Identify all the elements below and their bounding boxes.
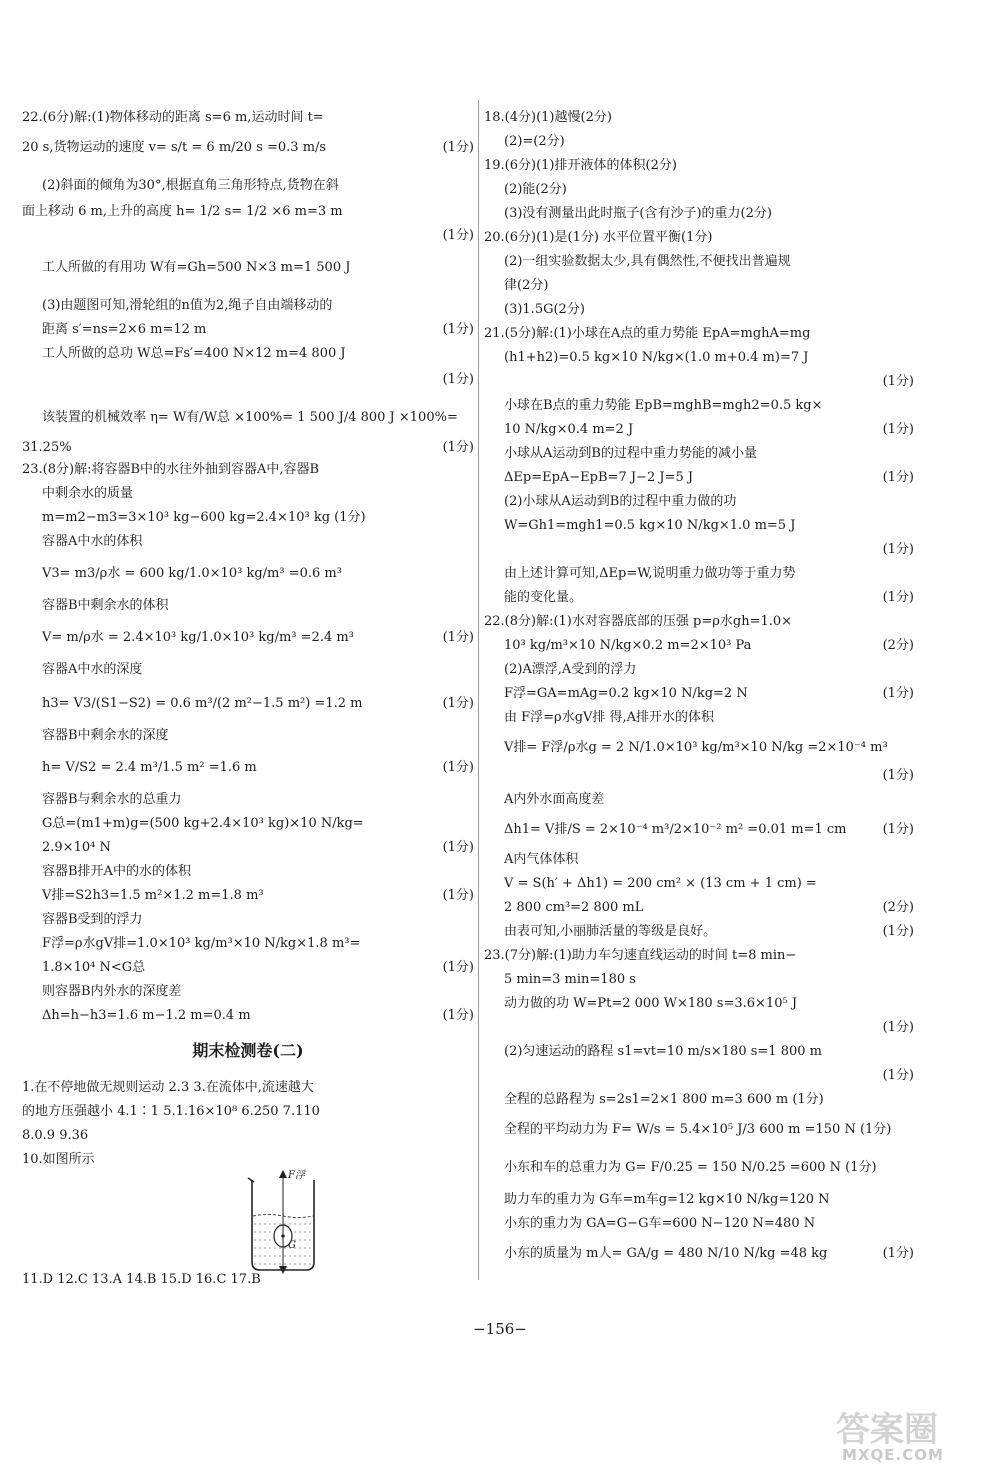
text-line bbox=[484, 158, 914, 174]
text-line bbox=[484, 822, 914, 838]
line-text: 11.D 12.C 13.A 14.B 15.D 16.C 17.B bbox=[22, 1272, 261, 1287]
score-mark: (1分) bbox=[882, 924, 914, 939]
section-title: 期末检测卷(二) bbox=[192, 1041, 304, 1060]
line-text: 19.(6分)(1)排开液体的体积(2分) bbox=[484, 158, 677, 173]
score-mark: (1分) bbox=[442, 960, 474, 975]
line-text: 由上述计算可知,ΔEp=W,说明重力做功等于重力势 bbox=[504, 566, 796, 581]
text-line bbox=[22, 1272, 474, 1288]
line-text: ΔEp=EpA−EpB=7 J−2 J=5 J bbox=[504, 470, 694, 485]
line-text: h3= V3/(S1−S2) = 0.6 m³/(2 m²−1.5 m²) =1.2 m bbox=[42, 696, 363, 711]
line-text: 10³ kg/m³×10 N/kg×0.2 m=2×10³ Pa bbox=[504, 638, 752, 653]
text-line bbox=[22, 298, 474, 314]
text-line bbox=[22, 462, 474, 478]
line-text: 10 N/kg×0.4 m=2 J bbox=[504, 422, 634, 437]
text-line bbox=[22, 984, 474, 1000]
text-line bbox=[22, 510, 474, 526]
text-line bbox=[484, 590, 914, 606]
text-line bbox=[484, 1160, 914, 1176]
text-line bbox=[484, 1122, 914, 1138]
line-text: 律(2分) bbox=[504, 278, 549, 293]
line-text: 工人所做的有用功 W有=Gh=500 N×3 m=1 500 J bbox=[42, 260, 351, 275]
line-text: V排=S2h3=1.5 m²×1.2 m=1.8 m³ bbox=[42, 888, 264, 903]
score-mark: (1分) bbox=[442, 888, 474, 903]
svg-text:答案圈: 答案圈 bbox=[836, 1410, 938, 1450]
score-mark: (1分) bbox=[442, 322, 474, 337]
line-text: V= m/ρ水 = 2.4×10³ kg/1.0×10³ kg/m³ =2.4 m³ bbox=[42, 630, 354, 645]
line-text: (3)由题图可知,滑轮组的n值为2,绳子自由端移动的 bbox=[42, 298, 333, 313]
diagram-label-buoyancy: F浮 bbox=[288, 1170, 305, 1181]
line-text: 22.(6分)解:(1)物体移动的距离 s=6 m,运动时间 t= bbox=[22, 110, 324, 125]
text-line bbox=[484, 518, 914, 534]
text-line bbox=[22, 816, 474, 832]
text-line bbox=[22, 346, 474, 362]
line-text: 助力车的重力为 G车=m车g=12 kg×10 N/kg=120 N bbox=[504, 1192, 830, 1207]
score-mark: (1分) bbox=[882, 1246, 914, 1261]
line-text: 小东的重力为 GA=G−G车=600 N−120 N=480 N bbox=[504, 1216, 816, 1231]
line-text: V排= F浮/ρ水g = 2 N/1.0×10³ kg/m³×10 N/kg =2×10⁻⁴ m³ bbox=[504, 740, 888, 755]
text-line bbox=[484, 230, 914, 246]
text-line bbox=[484, 924, 914, 940]
line-text: 全程的平均动力为 F= W/s = 5.4×10⁵ J/3 600 m =150 N (1分) bbox=[504, 1122, 892, 1137]
line-text: m=m2−m3=3×10³ kg−600 kg=2.4×10³ kg (1分) bbox=[42, 510, 366, 525]
line-text: 的地方压强越小 4.1∶1 5.1.16×10⁸ 6.250 7.110 bbox=[22, 1104, 320, 1119]
text-line bbox=[484, 900, 914, 916]
text-line bbox=[484, 996, 914, 1012]
text-line bbox=[22, 410, 474, 426]
score-mark: (1分) bbox=[442, 228, 474, 243]
line-text: 小东和车的总重力为 G= F/0.25 = 150 N/0.25 =600 N (1分) bbox=[504, 1160, 877, 1175]
line-text: 1.在不停地做无规则运动 2.3 3.在流体中,流速越大 bbox=[22, 1080, 314, 1095]
text-line bbox=[22, 1080, 474, 1096]
line-text: 23.(7分)解:(1)助力车匀速直线运动的时间 t=8 min− bbox=[484, 948, 797, 963]
line-text: 容器A中水的体积 bbox=[42, 534, 143, 549]
text-line bbox=[484, 110, 914, 126]
line-text: F浮=GA=mAg=0.2 kg×10 N/kg=2 N bbox=[504, 686, 748, 701]
text-line bbox=[484, 254, 914, 270]
line-text: 21.(5分)解:(1)小球在A点的重力势能 EpA=mghA=mg bbox=[484, 326, 811, 341]
text-line bbox=[22, 534, 474, 550]
text-line bbox=[22, 598, 474, 614]
line-text: 容器A中水的深度 bbox=[42, 662, 143, 677]
text-line bbox=[484, 206, 914, 222]
line-text: 23.(8分)解:将容器B中的水往外抽到容器A中,容器B bbox=[22, 462, 320, 477]
score-mark: (1分) bbox=[882, 470, 914, 485]
score-mark: (1分) bbox=[442, 696, 474, 711]
text-line bbox=[22, 204, 474, 220]
line-text: 小球在B点的重力势能 EpB=mghB=mgh2=0.5 kg× bbox=[504, 398, 823, 413]
score-mark: (1分) bbox=[442, 440, 474, 455]
line-text: 面上移动 6 m,上升的高度 h= 1/2 s= 1/2 ×6 m=3 m bbox=[22, 204, 343, 219]
line-text: (2)A漂浮,A受到的浮力 bbox=[504, 662, 637, 677]
score-mark: (2分) bbox=[882, 638, 914, 653]
line-text: V3= m3/ρ水 = 600 kg/1.0×10³ kg/m³ =0.6 m³ bbox=[42, 566, 342, 581]
text-line bbox=[22, 912, 474, 928]
text-line bbox=[22, 696, 474, 712]
text-line bbox=[484, 350, 914, 366]
text-line bbox=[484, 614, 914, 630]
line-text: 全程的总路程为 s=2s1=2×1 800 m=3 600 m (1分) bbox=[504, 1092, 824, 1107]
line-text: Δh1= V排/S = 2×10⁻⁴ m³/2×10⁻² m² =0.01 m=1 cm bbox=[504, 822, 847, 837]
score-mark: (1分) bbox=[442, 760, 474, 775]
line-text: (h1+h2)=0.5 kg×10 N/kg×(1.0 m+0.4 m)=7 J bbox=[504, 350, 809, 365]
line-text: 距离 s′=ns=2×6 m=12 m bbox=[42, 322, 207, 337]
score-mark: (1分) bbox=[442, 140, 474, 155]
score-mark: (1分) bbox=[442, 840, 474, 855]
text-line bbox=[484, 182, 914, 198]
text-line bbox=[22, 840, 474, 856]
text-line bbox=[484, 302, 914, 318]
line-text: (3)1.5G(2分) bbox=[504, 302, 585, 317]
text-line bbox=[22, 960, 474, 976]
score-mark: (1分) bbox=[882, 374, 914, 389]
score-mark: (1分) bbox=[442, 372, 474, 387]
line-text: 2 800 cm³=2 800 mL bbox=[504, 900, 644, 915]
line-text: 则容器B内外水的深度差 bbox=[42, 984, 182, 999]
line-text: A内气体体积 bbox=[504, 852, 579, 867]
line-text: 容器B排开A中的水的体积 bbox=[42, 864, 191, 879]
line-text: 20.(6分)(1)是(1分) 水平位置平衡(1分) bbox=[484, 230, 713, 245]
text-line bbox=[484, 1216, 914, 1232]
text-line bbox=[484, 740, 914, 756]
line-text: 小东的质量为 m人= GA/g = 480 N/10 N/kg =48 kg bbox=[504, 1246, 828, 1261]
text-line bbox=[22, 260, 474, 276]
line-text: 1.8×10⁴ N<G总 bbox=[42, 960, 146, 975]
line-text: 22.(8分)解:(1)水对容器底部的压强 p=ρ水gh=1.0× bbox=[484, 614, 793, 629]
line-text: V = S(h′ + Δh1) = 200 cm² × (13 cm + 1 cm) = bbox=[504, 876, 817, 891]
line-text: (2)匀速运动的路程 s1=vt=10 m/s×180 s=1 800 m bbox=[504, 1044, 822, 1059]
text-line bbox=[484, 326, 914, 342]
text-line bbox=[484, 876, 914, 892]
text-line bbox=[484, 972, 914, 988]
line-text: (2)小球从A运动到B的过程中重力做的功 bbox=[504, 494, 737, 509]
text-line bbox=[22, 486, 474, 502]
watermark-url: MXQE.COM bbox=[842, 1446, 944, 1464]
text-line bbox=[484, 494, 914, 510]
text-line bbox=[484, 792, 914, 808]
score-mark: (1分) bbox=[882, 1068, 914, 1083]
line-text: 31.25% bbox=[22, 440, 72, 455]
score-mark: (1分) bbox=[442, 1008, 474, 1023]
line-text: 动力做的功 W=Pt=2 000 W×180 s=3.6×10⁵ J bbox=[504, 996, 798, 1011]
line-text: Δh=h−h3=1.6 m−1.2 m=0.4 m bbox=[42, 1008, 251, 1023]
line-text: 8.0.9 9.36 bbox=[22, 1128, 89, 1143]
text-line bbox=[22, 888, 474, 904]
page-number: −156− bbox=[473, 1320, 527, 1338]
text-line bbox=[484, 1092, 914, 1108]
line-text: 2.9×10⁴ N bbox=[42, 840, 111, 855]
text-line bbox=[22, 322, 474, 338]
text-line bbox=[22, 728, 474, 744]
text-line bbox=[484, 1192, 914, 1208]
text-line bbox=[22, 864, 474, 880]
text-line bbox=[484, 422, 914, 438]
line-text: 容器B中剩余水的体积 bbox=[42, 598, 169, 613]
text-line bbox=[484, 134, 914, 150]
line-text: 5 min=3 min=180 s bbox=[504, 972, 636, 987]
text-line bbox=[22, 140, 474, 156]
line-text: A内外水面高度差 bbox=[504, 792, 605, 807]
score-mark: (1分) bbox=[882, 686, 914, 701]
line-text: (2)一组实验数据太少,具有偶然性,不便找出普遍规 bbox=[504, 254, 791, 269]
line-text: 容器B受到的浮力 bbox=[42, 912, 143, 927]
score-mark: (2分) bbox=[882, 900, 914, 915]
text-line bbox=[484, 852, 914, 868]
text-line bbox=[22, 1152, 474, 1168]
text-line bbox=[22, 1128, 474, 1144]
line-text: G总=(m1+m)g=(500 kg+2.4×10³ kg)×10 N/kg= bbox=[42, 816, 364, 831]
line-text: 由表可知,小丽肺活量的等级是良好。 bbox=[504, 924, 717, 939]
score-mark: (1分) bbox=[882, 542, 914, 557]
line-text: 20 s,货物运动的速度 v= s/t = 6 m/20 s =0.3 m/s bbox=[22, 140, 327, 155]
text-line bbox=[22, 440, 474, 456]
line-text: 该装置的机械效率 η= W有/W总 ×100%= 1 500 J/4 800 J ×100%= bbox=[42, 410, 458, 425]
text-line bbox=[484, 1246, 914, 1262]
column-divider bbox=[478, 100, 479, 1280]
line-text: F浮=ρ水gV排=1.0×10³ kg/m³×10 N/kg×1.8 m³= bbox=[42, 936, 361, 951]
line-text: (2)斜面的倾角为30°,根据直角三角形特点,货物在斜 bbox=[42, 178, 339, 193]
line-text: 由 F浮=ρ水gV排 得,A排开水的体积 bbox=[504, 710, 715, 725]
line-text: 中剩余水的质量 bbox=[42, 486, 134, 501]
text-line bbox=[484, 1044, 914, 1060]
score-mark: (1分) bbox=[882, 422, 914, 437]
line-text: 小球从A运动到B的过程中重力势能的减小量 bbox=[504, 446, 757, 461]
line-text: (3)没有测量出此时瓶子(含有沙子)的重力(2分) bbox=[504, 206, 772, 221]
text-line bbox=[22, 566, 474, 582]
text-line bbox=[484, 566, 914, 582]
line-text: 能的变化量。 bbox=[504, 590, 583, 605]
text-line bbox=[22, 1104, 474, 1120]
text-line bbox=[484, 638, 914, 654]
line-text: 容器B中剩余水的深度 bbox=[42, 728, 169, 743]
line-text: 18.(4分)(1)越慢(2分) bbox=[484, 110, 612, 125]
text-line bbox=[484, 662, 914, 678]
line-text: 工人所做的总功 W总=Fs′=400 N×12 m=4 800 J bbox=[42, 346, 346, 361]
text-line bbox=[484, 948, 914, 964]
text-line bbox=[484, 278, 914, 294]
text-line bbox=[22, 630, 474, 646]
line-text: 10.如图所示 bbox=[22, 1152, 95, 1167]
text-line bbox=[484, 446, 914, 462]
text-line bbox=[22, 662, 474, 678]
score-mark: (1分) bbox=[882, 822, 914, 837]
text-line bbox=[22, 1008, 474, 1024]
line-text: (2)=(2分) bbox=[504, 134, 565, 149]
score-mark: (1分) bbox=[442, 630, 474, 645]
score-mark: (1分) bbox=[882, 768, 914, 783]
text-line bbox=[22, 110, 474, 126]
text-line bbox=[22, 178, 474, 194]
line-text: W=Gh1=mgh1=0.5 kg×10 N/kg×1.0 m=5 J bbox=[504, 518, 796, 533]
score-mark: (1分) bbox=[882, 1020, 914, 1035]
text-line bbox=[484, 470, 914, 486]
line-text: h= V/S2 = 2.4 m³/1.5 m² =1.6 m bbox=[42, 760, 257, 775]
text-line bbox=[484, 686, 914, 702]
score-mark: (1分) bbox=[882, 590, 914, 605]
text-line bbox=[22, 936, 474, 952]
text-line bbox=[484, 710, 914, 726]
line-text: (2)能(2分) bbox=[504, 182, 567, 197]
text-line bbox=[22, 792, 474, 808]
buoyancy-diagram bbox=[238, 1160, 328, 1280]
line-text: 容器B与剩余水的总重力 bbox=[42, 792, 182, 807]
diagram-label-gravity: G bbox=[288, 1240, 296, 1251]
text-line bbox=[22, 760, 474, 776]
text-line bbox=[484, 398, 914, 414]
